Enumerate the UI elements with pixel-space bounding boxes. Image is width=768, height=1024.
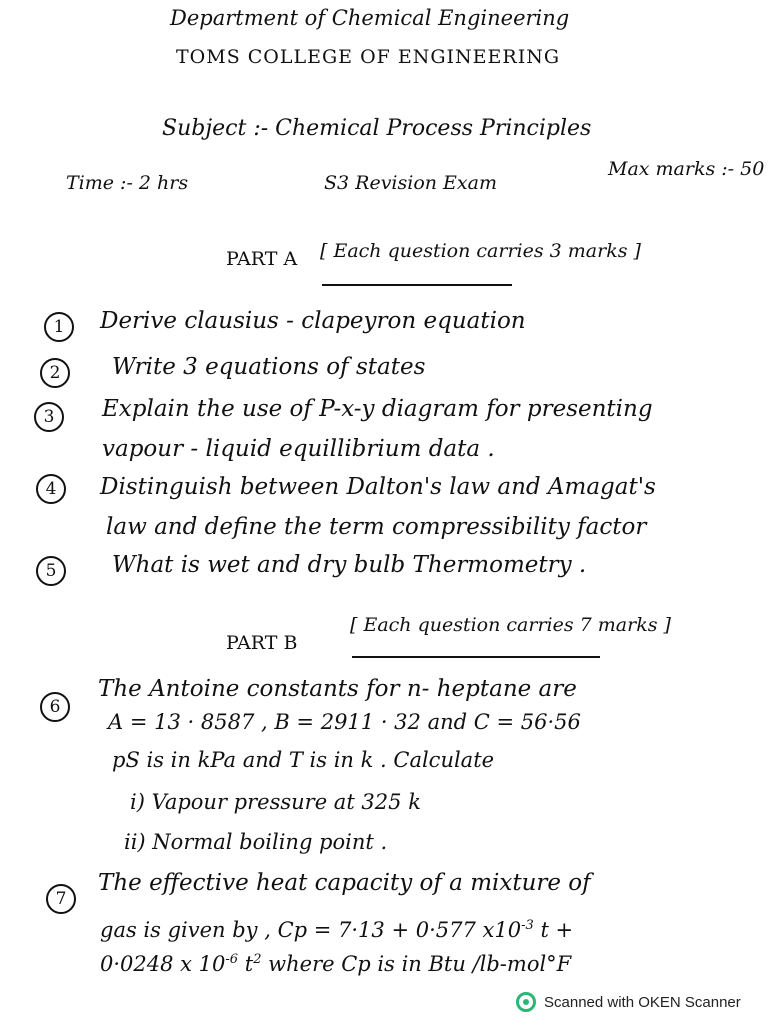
- part-b-title: PART B: [226, 632, 298, 654]
- question-5-text: What is wet and dry bulb Thermometry .: [112, 552, 587, 578]
- question-6-sub-1: i) Vapour pressure at 325 k: [130, 790, 421, 814]
- question-number-4: 4: [36, 474, 66, 504]
- question-7-line-2: [100, 918, 573, 942]
- part-b-note: [ Each question carries 7 marks ]: [350, 614, 671, 636]
- college-name: TOMS COLLEGE OF ENGINEERING: [176, 46, 561, 68]
- question-number-1: 1: [44, 312, 74, 342]
- part-a-underline: [322, 284, 512, 286]
- question-4-line-1: Distinguish between Dalton's law and Amagat's: [100, 474, 656, 500]
- question-number-6: 6: [40, 692, 70, 722]
- question-7-line-3-text: 0·0248 x 10: [100, 952, 226, 976]
- question-6-line-2: A = 13 · 8587 , B = 2911 · 32 and C = 56·56: [108, 710, 581, 734]
- time-line: Time :- 2 hrs: [66, 172, 189, 194]
- question-number-7: 7: [46, 884, 76, 914]
- question-7-line-3-exponent-2: 2: [253, 952, 262, 967]
- question-7-line-2-text: gas is given by , Cp = 7·13 + 0·577 x10: [100, 918, 522, 942]
- subject-line: Subject :- Chemical Process Principles: [162, 116, 592, 141]
- exam-title: S3 Revision Exam: [324, 172, 497, 194]
- department-heading: Department of Chemical Engineering: [170, 6, 570, 30]
- watermark-text: Scanned with OKEN Scanner: [544, 993, 741, 1011]
- question-7-line-3-mid: t: [238, 952, 254, 976]
- question-7-line-3-tail: where Cp is in Btu /lb-mol°F: [261, 952, 572, 976]
- question-2-text: Write 3 equations of states: [112, 354, 426, 380]
- question-7-line-2-tail: t +: [533, 918, 574, 942]
- scanner-logo-icon: [516, 992, 536, 1012]
- question-7-line-1: The effective heat capacity of a mixture of: [98, 870, 591, 896]
- question-number-2: 2: [40, 358, 70, 388]
- part-b-underline: [352, 656, 600, 658]
- question-7-line-2-exponent: -3: [521, 918, 534, 933]
- question-3-line-1: Explain the use of P-x-y diagram for presenting: [102, 396, 653, 422]
- question-1-text: Derive clausius - clapeyron equation: [100, 308, 526, 334]
- max-marks: Max marks :- 50: [608, 158, 765, 180]
- question-7-line-3-exponent: -6: [225, 952, 239, 967]
- question-6-line-1: The Antoine constants for n- heptane are: [98, 676, 577, 702]
- part-a-note: [ Each question carries 3 marks ]: [320, 240, 641, 262]
- question-3-line-2: vapour - liquid equillibrium data .: [102, 436, 495, 462]
- part-a-title: PART A: [226, 248, 298, 270]
- question-6-sub-2: ii) Normal boiling point .: [124, 830, 388, 854]
- question-7-line-3: [100, 952, 571, 976]
- question-4-line-2: law and define the term compressibility factor: [106, 514, 647, 540]
- question-number-5: 5: [36, 556, 66, 586]
- question-6-line-3: pS is in kPa and T is in k . Calculate: [112, 748, 495, 772]
- question-number-3: 3: [34, 402, 64, 432]
- scanner-watermark: [516, 990, 741, 1014]
